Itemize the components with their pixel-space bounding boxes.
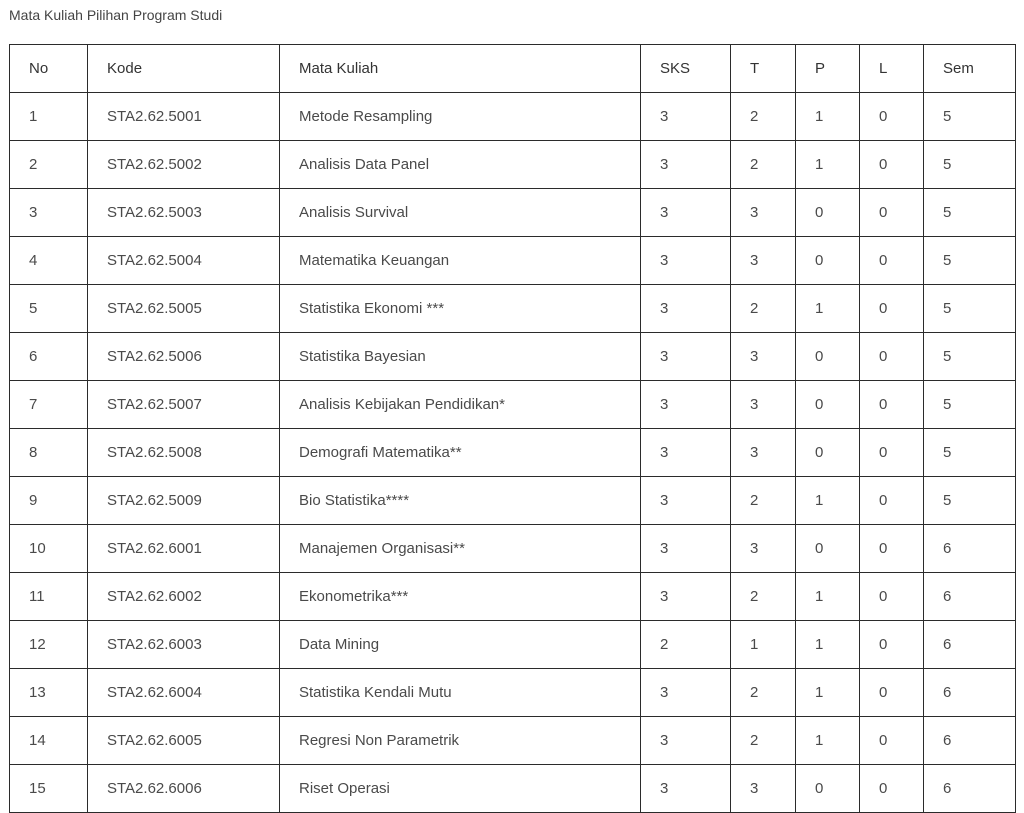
cell-t: 2 [731, 717, 796, 765]
cell-l: 0 [860, 333, 924, 381]
cell-p: 0 [796, 189, 860, 237]
table-row [10, 333, 1016, 381]
cell-mata-kuliah: Analisis Kebijakan Pendidikan* [280, 381, 641, 429]
cell-sks: 3 [641, 525, 731, 573]
cell-l: 0 [860, 285, 924, 333]
cell-kode: STA2.62.6006 [88, 765, 280, 813]
cell-kode: STA2.62.6004 [88, 669, 280, 717]
cell-sks: 3 [641, 381, 731, 429]
cell-sem: 6 [924, 573, 1016, 621]
cell-mata-kuliah: Regresi Non Parametrik [280, 717, 641, 765]
cell-kode: STA2.62.6003 [88, 621, 280, 669]
cell-l: 0 [860, 141, 924, 189]
cell-sem: 5 [924, 381, 1016, 429]
cell-p: 0 [796, 381, 860, 429]
cell-t: 2 [731, 93, 796, 141]
cell-sks: 3 [641, 285, 731, 333]
cell-sks: 3 [641, 189, 731, 237]
cell-mata-kuliah: Analisis Data Panel [280, 141, 641, 189]
cell-mata-kuliah: Metode Resampling [280, 93, 641, 141]
cell-no: 12 [10, 621, 88, 669]
cell-no: 5 [10, 285, 88, 333]
cell-kode: STA2.62.5003 [88, 189, 280, 237]
cell-mata-kuliah: Matematika Keuangan [280, 237, 641, 285]
cell-sem: 6 [924, 669, 1016, 717]
table-row [10, 525, 1016, 573]
cell-t: 2 [731, 669, 796, 717]
cell-mata-kuliah: Statistika Bayesian [280, 333, 641, 381]
cell-l: 0 [860, 237, 924, 285]
cell-sem: 5 [924, 429, 1016, 477]
cell-sem: 5 [924, 333, 1016, 381]
header-kode: Kode [88, 45, 280, 93]
cell-mata-kuliah: Statistika Kendali Mutu [280, 669, 641, 717]
cell-sem: 5 [924, 285, 1016, 333]
header-t: T [731, 45, 796, 93]
cell-kode: STA2.62.5004 [88, 237, 280, 285]
cell-p: 1 [796, 621, 860, 669]
table-row [10, 765, 1016, 813]
cell-no: 3 [10, 189, 88, 237]
cell-t: 3 [731, 237, 796, 285]
cell-no: 8 [10, 429, 88, 477]
cell-l: 0 [860, 717, 924, 765]
cell-sks: 3 [641, 141, 731, 189]
table-row [10, 237, 1016, 285]
cell-t: 2 [731, 285, 796, 333]
cell-no: 7 [10, 381, 88, 429]
cell-sem: 5 [924, 237, 1016, 285]
cell-sks: 3 [641, 765, 731, 813]
cell-t: 3 [731, 429, 796, 477]
table-row [10, 381, 1016, 429]
header-sks: SKS [641, 45, 731, 93]
table-body [10, 93, 1016, 813]
cell-kode: STA2.62.5008 [88, 429, 280, 477]
cell-sks: 3 [641, 477, 731, 525]
cell-sks: 3 [641, 429, 731, 477]
cell-mata-kuliah: Bio Statistika**** [280, 477, 641, 525]
cell-mata-kuliah: Data Mining [280, 621, 641, 669]
table-row [10, 621, 1016, 669]
cell-kode: STA2.62.5002 [88, 141, 280, 189]
cell-sks: 3 [641, 93, 731, 141]
cell-p: 1 [796, 285, 860, 333]
cell-p: 0 [796, 429, 860, 477]
cell-kode: STA2.62.5005 [88, 285, 280, 333]
cell-kode: STA2.62.6002 [88, 573, 280, 621]
cell-sem: 6 [924, 717, 1016, 765]
cell-l: 0 [860, 381, 924, 429]
cell-t: 2 [731, 573, 796, 621]
header-l: L [860, 45, 924, 93]
header-p: P [796, 45, 860, 93]
table-header-row [10, 45, 1016, 93]
cell-l: 0 [860, 573, 924, 621]
table-row [10, 669, 1016, 717]
table-row [10, 189, 1016, 237]
cell-t: 2 [731, 141, 796, 189]
cell-l: 0 [860, 93, 924, 141]
cell-mata-kuliah: Ekonometrika*** [280, 573, 641, 621]
cell-l: 0 [860, 621, 924, 669]
cell-p: 1 [796, 717, 860, 765]
table-row [10, 141, 1016, 189]
header-mata-kuliah: Mata Kuliah [280, 45, 641, 93]
cell-sem: 6 [924, 621, 1016, 669]
cell-l: 0 [860, 765, 924, 813]
cell-l: 0 [860, 189, 924, 237]
cell-kode: STA2.62.5009 [88, 477, 280, 525]
table-row [10, 93, 1016, 141]
cell-kode: STA2.62.6001 [88, 525, 280, 573]
page-title: Mata Kuliah Pilihan Program Studi [9, 7, 223, 23]
cell-sem: 5 [924, 189, 1016, 237]
cell-no: 2 [10, 141, 88, 189]
cell-no: 1 [10, 93, 88, 141]
cell-sem: 5 [924, 141, 1016, 189]
table-row [10, 717, 1016, 765]
table-row [10, 573, 1016, 621]
course-table [9, 44, 1016, 813]
cell-t: 3 [731, 189, 796, 237]
cell-p: 1 [796, 93, 860, 141]
header-sem: Sem [924, 45, 1016, 93]
cell-no: 15 [10, 765, 88, 813]
cell-p: 1 [796, 669, 860, 717]
cell-sks: 3 [641, 237, 731, 285]
cell-t: 3 [731, 765, 796, 813]
cell-l: 0 [860, 525, 924, 573]
cell-no: 11 [10, 573, 88, 621]
cell-no: 10 [10, 525, 88, 573]
table-row [10, 429, 1016, 477]
cell-kode: STA2.62.5001 [88, 93, 280, 141]
cell-p: 1 [796, 141, 860, 189]
cell-sks: 3 [641, 333, 731, 381]
table-row [10, 477, 1016, 525]
table-row [10, 285, 1016, 333]
cell-mata-kuliah: Manajemen Organisasi** [280, 525, 641, 573]
cell-t: 2 [731, 477, 796, 525]
cell-sem: 5 [924, 93, 1016, 141]
cell-sks: 2 [641, 621, 731, 669]
cell-l: 0 [860, 429, 924, 477]
cell-mata-kuliah: Demografi Matematika** [280, 429, 641, 477]
header-no: No [10, 45, 88, 93]
cell-l: 0 [860, 477, 924, 525]
cell-kode: STA2.62.5006 [88, 333, 280, 381]
cell-mata-kuliah: Statistika Ekonomi *** [280, 285, 641, 333]
cell-p: 1 [796, 477, 860, 525]
cell-sks: 3 [641, 669, 731, 717]
cell-kode: STA2.62.6005 [88, 717, 280, 765]
cell-p: 0 [796, 333, 860, 381]
cell-sem: 5 [924, 477, 1016, 525]
cell-sks: 3 [641, 717, 731, 765]
cell-p: 0 [796, 237, 860, 285]
cell-sks: 3 [641, 573, 731, 621]
cell-l: 0 [860, 669, 924, 717]
cell-mata-kuliah: Riset Operasi [280, 765, 641, 813]
cell-p: 1 [796, 573, 860, 621]
cell-t: 3 [731, 333, 796, 381]
cell-mata-kuliah: Analisis Survival [280, 189, 641, 237]
cell-sem: 6 [924, 525, 1016, 573]
cell-t: 3 [731, 381, 796, 429]
cell-p: 0 [796, 525, 860, 573]
cell-p: 0 [796, 765, 860, 813]
cell-no: 9 [10, 477, 88, 525]
cell-t: 3 [731, 525, 796, 573]
cell-t: 1 [731, 621, 796, 669]
cell-no: 14 [10, 717, 88, 765]
cell-no: 4 [10, 237, 88, 285]
cell-no: 6 [10, 333, 88, 381]
cell-no: 13 [10, 669, 88, 717]
cell-kode: STA2.62.5007 [88, 381, 280, 429]
cell-sem: 6 [924, 765, 1016, 813]
